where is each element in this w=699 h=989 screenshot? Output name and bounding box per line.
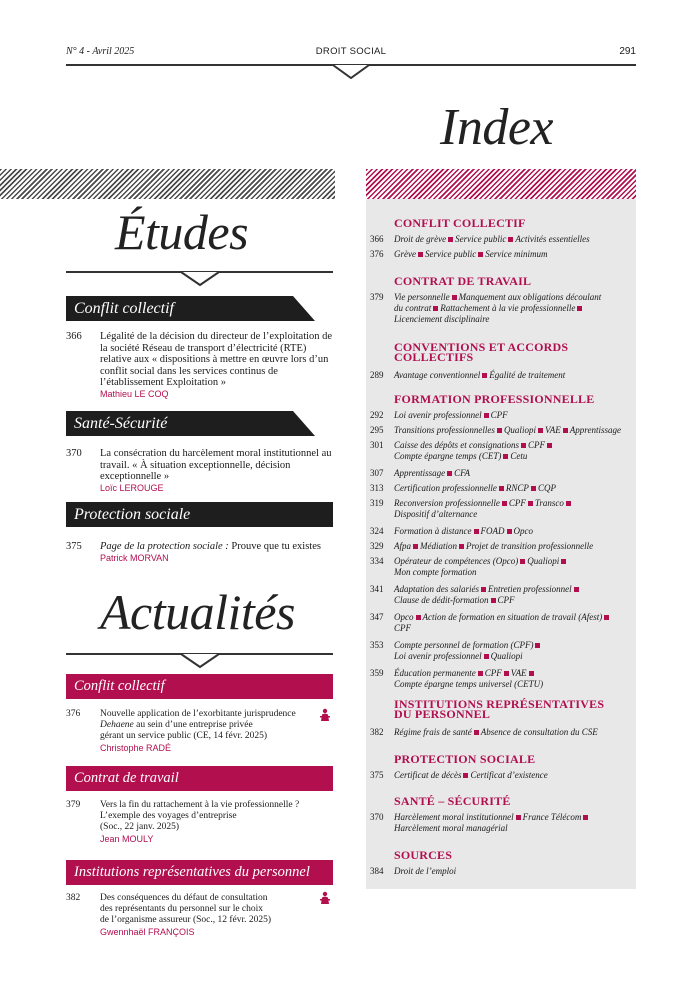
separator-square-icon <box>491 598 496 603</box>
entry-text: Légalité de la décision du directeur de l’exploitation de la société Réseau de transport d’électricité (RTE) relative aux « dispositions à mettre en œuvre lors d’un conflit social dans les services continus de l’établissement Exploitation » <box>100 331 333 388</box>
index-keyword: Opérateur de compétences (Opco) <box>394 556 519 566</box>
index-entry <box>370 584 632 606</box>
index-entry-page: 359 <box>370 668 384 678</box>
index-entry-keywords <box>394 483 634 494</box>
etudes-stripe <box>0 169 335 199</box>
index-keyword: Avantage conventionnel <box>394 370 481 380</box>
index-keyword: Compte épargne temps (CET) <box>394 451 502 461</box>
index-keyword: Service public <box>455 234 507 244</box>
judge-gavel-icon <box>318 708 332 722</box>
entry-page-number: 379 <box>66 800 81 810</box>
index-keyword: CQP <box>537 483 556 493</box>
index-category: SANTÉ – SÉCURITÉ <box>394 794 511 808</box>
index-entry-keywords <box>394 866 634 877</box>
index-keyword: Droit de l’emploi <box>394 866 457 876</box>
separator-square-icon <box>604 615 609 620</box>
index-entry-line <box>394 410 634 421</box>
index-entry-page: 295 <box>370 425 384 435</box>
index-keyword: Compte épargne temps universel (CETU) <box>394 679 544 689</box>
index-keyword: Cetu <box>510 451 528 461</box>
actualites-title: Actualités <box>100 584 295 640</box>
index-keyword: Loi avenir professionnel <box>394 410 482 420</box>
index-keyword: Égalité de traitement <box>489 370 566 380</box>
index-entry-line <box>394 249 634 260</box>
index-entry <box>370 668 632 690</box>
index-keyword: CPF <box>394 623 411 633</box>
separator-square-icon <box>448 237 453 242</box>
index-entry-line <box>394 640 634 651</box>
separator-square-icon <box>413 544 418 549</box>
entry-page-number: 382 <box>66 893 81 903</box>
index-entry-line <box>394 234 634 245</box>
entry-text-rest: Prouve que tu existes <box>228 541 321 552</box>
separator-square-icon <box>482 373 487 378</box>
separator-square-icon <box>459 544 464 549</box>
index-entry-keywords <box>394 410 634 421</box>
separator-square-icon <box>478 671 483 676</box>
index-entry-line <box>394 866 634 877</box>
index-entry-keywords <box>394 292 634 325</box>
entry-author: Jean MOULY <box>100 834 154 844</box>
separator-square-icon <box>452 295 457 300</box>
separator-square-icon <box>566 501 571 506</box>
entry-line: des représentants du personnel sur le choix <box>100 904 264 914</box>
index-keyword: Manquement aux obligations découlant <box>458 292 602 302</box>
index-keyword: Apprentissage <box>394 468 446 478</box>
index-keyword: Formation à distance <box>394 526 472 536</box>
index-entry <box>370 541 632 552</box>
separator-square-icon <box>563 428 568 433</box>
index-keyword: Action de formation en situation de travail (Afest) <box>422 612 603 622</box>
separator-square-icon <box>447 471 452 476</box>
index-keyword: Qualiopi <box>527 556 560 566</box>
separator-square-icon <box>503 454 508 459</box>
separator-square-icon <box>583 815 588 820</box>
separator-square-icon <box>484 654 489 659</box>
notch-icon <box>181 271 219 287</box>
notch-icon <box>181 653 219 669</box>
index-category-line2: COLLECTIFS <box>394 350 474 364</box>
index-entry-page: 347 <box>370 612 384 622</box>
index-entry <box>370 866 632 877</box>
index-entry-keywords <box>394 468 634 479</box>
separator-square-icon <box>574 587 579 592</box>
index-keyword: Loi avenir professionnel <box>394 651 482 661</box>
index-entry-keywords <box>394 440 634 462</box>
entry-author: Christophe RADÉ <box>100 743 172 753</box>
index-entry-page: 366 <box>370 234 384 244</box>
index-title: Index <box>440 99 553 156</box>
entry-page-number: 366 <box>66 331 82 342</box>
separator-square-icon <box>433 306 438 311</box>
index-entry-page: 307 <box>370 468 384 478</box>
index-keyword: CPF <box>490 410 508 420</box>
index-entry-page: 353 <box>370 640 384 650</box>
index-keyword: RNCP <box>505 483 529 493</box>
index-entry <box>370 770 632 781</box>
index-entry-page: 292 <box>370 410 384 420</box>
separator-square-icon <box>535 643 540 648</box>
index-entry <box>370 370 632 381</box>
index-keyword: FOAD <box>480 526 505 536</box>
index-keyword: Caisse des dépôts et consignations <box>394 440 519 450</box>
index-entry <box>370 612 632 634</box>
index-entry-line <box>394 370 634 381</box>
index-entry <box>370 410 632 421</box>
index-entry-page: 319 <box>370 498 384 508</box>
entry-author: Gwennhaël FRANÇOIS <box>100 927 195 937</box>
bar-cut-icon <box>293 411 333 436</box>
entry-line: (Soc., 22 janv. 2025) <box>100 822 180 832</box>
separator-square-icon <box>484 413 489 418</box>
separator-square-icon <box>418 252 423 257</box>
entry-author: Mathieu LE COQ <box>100 389 169 399</box>
index-entry <box>370 440 632 462</box>
index-keyword: Opco <box>394 612 414 622</box>
index-entry-page: 324 <box>370 526 384 536</box>
index-entry-page: 384 <box>370 866 384 876</box>
index-keyword: Qualiopi <box>490 651 523 661</box>
index-entry-line <box>394 483 634 494</box>
etudes-section-conflit-collectif <box>66 296 333 321</box>
separator-square-icon <box>474 730 479 735</box>
section-title: Conflit collectif <box>74 678 165 694</box>
actualites-section-contrat-de-travail <box>66 766 333 791</box>
index-keyword: Mon compte formation <box>394 567 477 577</box>
separator-square-icon <box>561 559 566 564</box>
index-entry-line <box>394 567 634 578</box>
entry-text-italic: Page de la protection sociale : <box>100 541 229 552</box>
separator-square-icon <box>547 443 552 448</box>
entry-author: Loïc LEROUGE <box>100 483 164 493</box>
index-entry-keywords <box>394 425 634 436</box>
index-entry-line <box>394 584 634 595</box>
index-entry-line <box>394 623 634 634</box>
section-title: Protection sociale <box>74 506 191 523</box>
entry-page-number: 375 <box>66 541 82 552</box>
index-keyword: Droit de grève <box>394 234 447 244</box>
index-entry-page: 382 <box>370 727 384 737</box>
separator-square-icon <box>507 529 512 534</box>
index-category: CONFLIT COLLECTIF <box>394 216 526 230</box>
index-entry <box>370 425 632 436</box>
separator-square-icon <box>521 443 526 448</box>
index-entry-line <box>394 314 634 325</box>
actualites-rule <box>66 653 333 671</box>
index-keyword: CPF <box>497 595 515 605</box>
index-keyword: Absence de consultation du CSE <box>480 727 598 737</box>
index-keyword: Compte personnel de formation (CPF) <box>394 640 534 650</box>
index-entry-page: 375 <box>370 770 384 780</box>
index-entry <box>370 234 632 245</box>
index-keyword: Projet de transition professionnelle <box>466 541 594 551</box>
entry-line: de l’organisme assureur (Soc., 12 févr. 2025) <box>100 915 272 925</box>
index-category: INSTITUTIONS REPRÉSENTATIVES <box>394 697 605 711</box>
index-keyword: Afpa <box>394 541 411 551</box>
index-entry-line <box>394 595 634 606</box>
actualites-entry-376 <box>66 709 336 745</box>
index-keyword: Certification professionnelle <box>394 483 497 493</box>
judge-gavel-icon <box>318 891 332 905</box>
index-entry-page: 379 <box>370 292 384 302</box>
index-entry-keywords <box>394 234 634 245</box>
index-entry-page: 376 <box>370 249 384 259</box>
index-keyword: Médiation <box>420 541 457 551</box>
index-category: CONVENTIONS ET ACCORDS <box>394 340 569 354</box>
separator-square-icon <box>416 615 421 620</box>
index-keyword: France Télécom <box>522 812 582 822</box>
index-entry-line <box>394 541 634 552</box>
index-keyword: Certificat de décès <box>394 770 462 780</box>
actualites-entry-382 <box>66 893 336 929</box>
separator-square-icon <box>520 559 525 564</box>
separator-square-icon <box>502 501 507 506</box>
section-title: Conflit collectif <box>74 300 174 317</box>
separator-square-icon <box>478 252 483 257</box>
index-entry-keywords <box>394 668 634 690</box>
index-keyword: Vie personnelle <box>394 292 450 302</box>
entry-line: Dehaene au sein d’une entreprise privée <box>100 720 253 730</box>
section-title: Santé-Sécurité <box>74 415 168 432</box>
bar-cut-icon <box>293 296 333 321</box>
index-entry-line <box>394 812 634 823</box>
index-entry-keywords <box>394 526 634 537</box>
index-entry-keywords <box>394 612 634 634</box>
entry-author: Patrick MORVAN <box>100 553 169 563</box>
index-entry-keywords <box>394 640 634 662</box>
index-keyword: Reconversion professionnelle <box>394 498 500 508</box>
index-entry-page: 370 <box>370 812 384 822</box>
issue-label: N° 4 - Avril 2025 <box>66 46 135 57</box>
index-entry-line <box>394 468 634 479</box>
entry-line: Des conséquences du défaut de consultation <box>100 893 268 903</box>
index-entry <box>370 640 632 662</box>
index-entry <box>370 292 632 325</box>
section-title: Contrat de travail <box>74 770 179 786</box>
index-entry-page: 289 <box>370 370 384 380</box>
index-keyword: Service minimum <box>485 249 548 259</box>
index-keyword: Opco <box>513 526 533 536</box>
actualites-entry-379 <box>66 800 336 836</box>
etudes-section-sante-securite <box>66 411 333 436</box>
entry-line: Nouvelle application de l’exorbitante jurisprudence <box>100 709 296 719</box>
index-entry-line <box>394 668 634 679</box>
index-entry <box>370 526 632 537</box>
index-entry-line <box>394 451 634 462</box>
index-category: SOURCES <box>394 848 453 862</box>
index-keyword: VAE <box>544 425 561 435</box>
index-entry-line <box>394 770 634 781</box>
index-entry-line <box>394 612 634 623</box>
index-entry-line <box>394 303 634 314</box>
index-entry-keywords <box>394 498 634 520</box>
running-header <box>66 46 636 62</box>
index-keyword: Adaptation des salariés <box>394 584 479 594</box>
index-entry <box>370 483 632 494</box>
index-entry-keywords <box>394 770 634 781</box>
index-entry-page: 301 <box>370 440 384 450</box>
etudes-title: Études <box>115 204 249 260</box>
index-entry-line <box>394 651 634 662</box>
index-entry-keywords <box>394 541 634 552</box>
index-keyword: Éducation permanente <box>394 668 476 678</box>
index-keyword: Clause de dédit-formation <box>394 595 489 605</box>
index-keyword: Transco <box>534 498 564 508</box>
actualites-section-irp <box>66 860 333 885</box>
entry-text: La consécration du harcèlement moral institutionnel au travail. « À situation exceptionnelle, décision exceptionnelle » <box>100 448 332 482</box>
index-entry-line <box>394 823 634 834</box>
index-category: PROTECTION SOCIALE <box>394 752 536 766</box>
index-entry-line <box>394 679 634 690</box>
index-entry-line <box>394 727 634 738</box>
index-entry-line <box>394 425 634 436</box>
index-keyword: Dispositif d’alternance <box>394 509 478 519</box>
entry-line: Vers la fin du rattachement à la vie professionnelle ? <box>100 800 300 810</box>
index-keyword: Grève <box>394 249 416 259</box>
index-entry <box>370 249 632 260</box>
index-keyword: Qualiopi <box>503 425 536 435</box>
entry-page-number: 376 <box>66 709 81 719</box>
index-keyword: Apprentissage <box>569 425 621 435</box>
index-category: FORMATION PROFESSIONNELLE <box>394 392 595 406</box>
entry-line: gérant un service public (CE, 14 févr. 2025) <box>100 731 267 741</box>
index-entry-page: 329 <box>370 541 384 551</box>
index-entry-page: 341 <box>370 584 384 594</box>
page-number: 291 <box>619 46 636 57</box>
index-entry <box>370 812 632 834</box>
index-keyword: CFA <box>454 468 471 478</box>
index-keyword: CPF <box>484 668 502 678</box>
index-entry-keywords <box>394 370 634 381</box>
separator-square-icon <box>528 501 533 506</box>
separator-square-icon <box>508 237 513 242</box>
separator-square-icon <box>516 815 521 820</box>
journal-title: DROIT SOCIAL <box>315 46 387 57</box>
actualites-section-conflit-collectif <box>66 674 333 699</box>
index-keyword: VAE <box>510 668 527 678</box>
separator-square-icon <box>481 587 486 592</box>
index-entry <box>370 556 632 578</box>
index-entry-line <box>394 292 634 303</box>
separator-square-icon <box>538 428 543 433</box>
index-entry-line <box>394 526 634 537</box>
index-keyword: Harcèlement moral institutionnel <box>394 812 514 822</box>
etudes-entry-366 <box>66 331 336 391</box>
index-keyword: du contrat <box>394 303 432 313</box>
index-category-line2: DU PERSONNEL <box>394 707 491 721</box>
index-entry-keywords <box>394 249 634 260</box>
entry-line: L’exemple des voyages d’entreprise <box>100 811 237 821</box>
index-keyword: CPF <box>508 498 526 508</box>
index-keyword: Rattachement à la vie professionnelle <box>440 303 576 313</box>
index-keyword: Transitions professionnelles <box>394 425 495 435</box>
separator-square-icon <box>474 529 479 534</box>
index-keyword: Harcèlement moral managérial <box>394 823 508 833</box>
index-entry-keywords <box>394 812 634 834</box>
separator-square-icon <box>499 486 504 491</box>
section-title: Institutions représentatives du personnel <box>74 864 310 880</box>
index-entry <box>370 498 632 520</box>
index-keyword: Régime frais de santé <box>394 727 472 737</box>
index-keyword: Licenciement disciplinaire <box>394 314 490 324</box>
index-entry <box>370 727 632 738</box>
index-keyword: Activités essentielles <box>515 234 590 244</box>
separator-square-icon <box>463 773 468 778</box>
separator-square-icon <box>504 671 509 676</box>
index-entry-line <box>394 509 634 520</box>
etudes-entry-370 <box>66 448 336 484</box>
separator-square-icon <box>497 428 502 433</box>
etudes-rule <box>66 271 333 289</box>
index-entry-page: 313 <box>370 483 384 493</box>
index-keyword: CPF <box>528 440 545 450</box>
index-keyword: Service public <box>425 249 477 259</box>
index-entry-keywords <box>394 727 634 738</box>
header-notch-icon <box>333 63 369 79</box>
index-entry-keywords <box>394 556 634 578</box>
index-entry-line <box>394 498 634 509</box>
entry-text <box>100 541 336 553</box>
separator-square-icon <box>529 671 534 676</box>
index-keyword: Entretien professionnel <box>488 584 572 594</box>
separator-square-icon <box>577 306 582 311</box>
index-stripe <box>366 169 636 199</box>
etudes-section-protection-sociale <box>66 502 333 527</box>
index-entry-line <box>394 556 634 567</box>
index-entry-page: 334 <box>370 556 384 566</box>
index-entry-keywords <box>394 584 634 606</box>
index-category: CONTRAT DE TRAVAIL <box>394 274 532 288</box>
separator-square-icon <box>531 486 536 491</box>
index-keyword: Certificat d’existence <box>470 770 548 780</box>
index-entry-line <box>394 440 634 451</box>
entry-page-number: 370 <box>66 448 82 459</box>
index-entry <box>370 468 632 479</box>
